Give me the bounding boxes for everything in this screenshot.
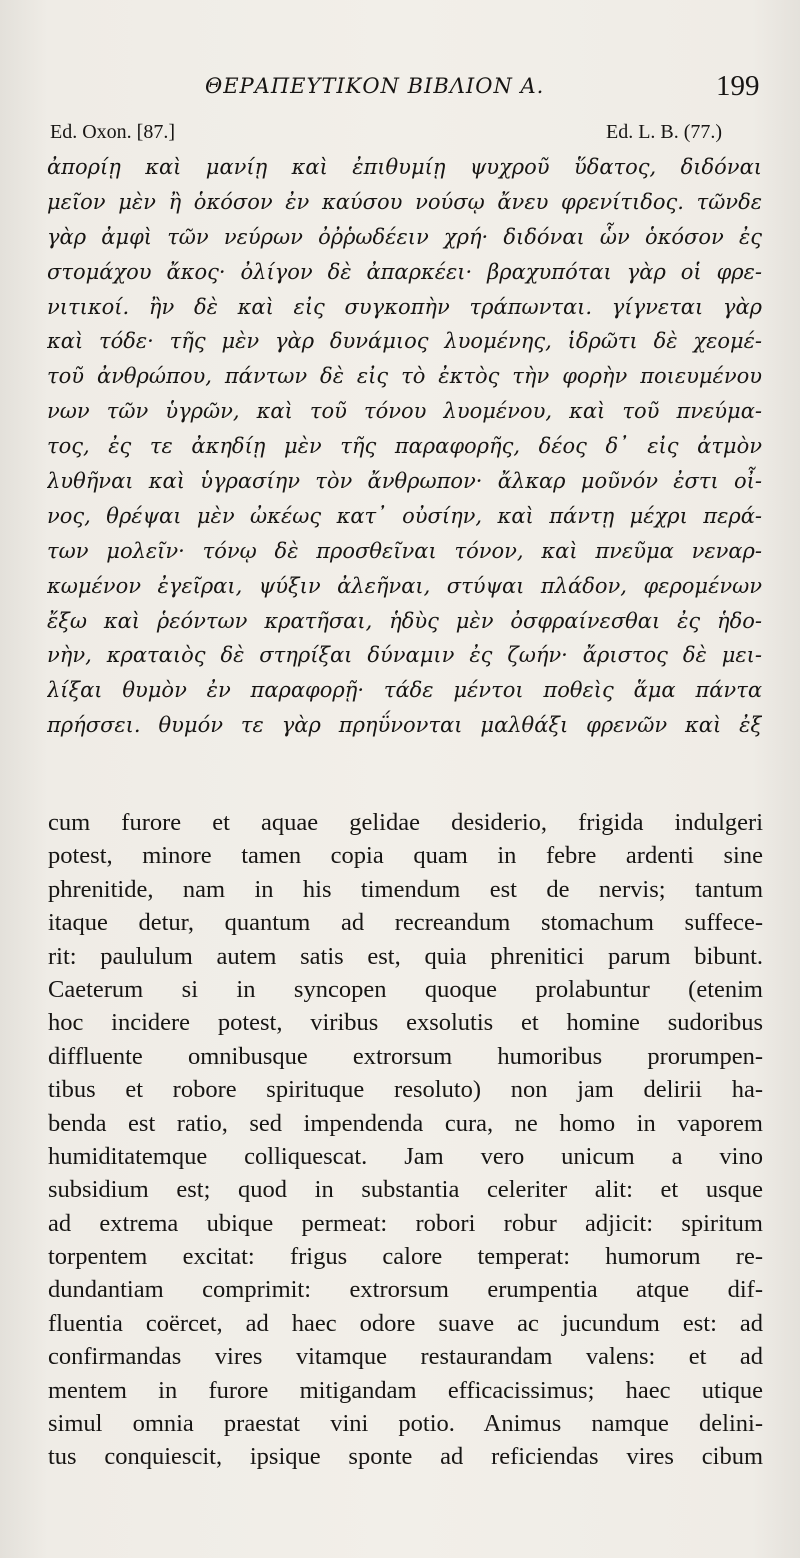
greek-line: καὶ τόδε· τῆς μὲν γὰρ δυνάμιος λυομένης, ἱδρῶτι δὲ χεομέ- [47,329,762,354]
latin-line: confirmandas vires vitamque restaurandam valens: et ad [48,1343,763,1371]
greek-line: νων τῶν ὑγρῶν, καὶ τοῦ τόνου λυομένου, καὶ τοῦ πνεύμα- [47,399,762,424]
greek-line: νος, θρέψαι μὲν ὠκέως κατ᾽ οὐσίην, καὶ πάντῃ μέχρι περά- [47,503,762,528]
greek-line: λυθῆναι καὶ ὑγρασίην τὸν ἄνθρωπον· ἄλκαρ μοῦνόν ἐστι οἶ- [47,469,762,494]
edition-oxon-ref: Ed. Oxon. [87.] [50,121,175,143]
greek-line: ἀπορίῃ καὶ μανίῃ καὶ ἐπιθυμίῃ ψυχροῦ ὕδατος, διδόναι [47,155,762,179]
latin-line: tibus et robore spirituque resoluto) non jam delirii ha- [48,1076,763,1104]
page-number: 199 [716,70,760,102]
latin-line: diffluente omnibusque extrorsum humoribus prorumpen- [48,1042,763,1070]
latin-line: subsidium est; quod in substantia celeriter alit: et usque [48,1176,763,1204]
greek-text-block [47,150,762,743]
greek-line: τος, ἐς τε ἀκηδίῃ μὲν τῆς παραφορῆς, δέος δ᾽ εἰς ἀτμὸν [47,434,762,459]
latin-line: phrenitide, nam in his timendum est de nervis; tantum [48,875,763,903]
latin-line: simul omnia praestat vini potio. Animus namque delini- [48,1410,763,1438]
latin-line: Caeterum si in syncopen quoque prolabuntur (etenim [48,975,763,1003]
running-head [0,70,800,110]
latin-line: tus conquiescit, ipsique sponte ad reficiendas vires cibum [48,1443,763,1471]
latin-line: ad extrema ubique permeat: robori robur adjicit: spiritum [48,1209,763,1237]
greek-line: πρήσσει. θυμόν τε γὰρ πρηΰνονται μαλθάξι φρενῶν καὶ ἐξ [47,713,762,738]
latin-line: fluentia coërcet, ad haec odore suave ac jucundum est: ad [48,1309,763,1337]
running-head-title: ΘΕΡΑΠΕΥΤΙΚΟΝ ΒΙΒΛΙΟΝ Α. [205,74,545,98]
greek-line: ἔξω καὶ ῥεόντων κρατῆσαι, ἡδὺς μὲν ὀσφραίνεσθαι ἐς ἡδο- [47,608,762,633]
latin-line: itaque detur, quantum ad recreandum stomachum suffece- [48,909,763,937]
latin-line: mentem in furore mitigandam efficacissimus; haec utique [48,1376,763,1404]
latin-line: hoc incidere potest, viribus exsolutis et homine sudoribus [48,1009,763,1037]
greek-line: γὰρ ἀμφὶ τῶν νεύρων ὀῤῥωδέειν χρή· διδόναι ὧν ὁκόσον ἐς [47,224,762,249]
latin-line: potest, minore tamen copia quam in febre ardenti sine [48,842,763,870]
greek-line: των μολεῖν· τόνῳ δὲ προσθεῖναι τόνον, καὶ πνεῦμα νεναρ- [47,538,762,563]
greek-line: κωμένον ἐγεῖραι, ψύξιν ἀλεῆναι, στύψαι πλάδον, φερομένων [47,573,762,598]
greek-line: λίξαι θυμὸν ἐν παραφορῇ· τάδε μέντοι ποθεὶς ἅμα πάντα [47,678,762,703]
latin-line: rit: paululum autem satis est, quia phrenitici parum bibunt. [48,942,763,970]
greek-line: νιτικοί. ἢν δὲ καὶ εἰς συγκοπὴν τράπωνται. γίγνεται γὰρ [47,294,762,319]
edition-references [0,121,800,147]
latin-line: dundantiam comprimit: extrorsum erumpentia atque dif- [48,1276,763,1304]
greek-line: στομάχου ἄκος· ὀλίγον δὲ ἀπαρκέει· βραχυπόται γὰρ οἱ φρε- [47,259,762,284]
latin-line: torpentem excitat: frigus calore temperat: humorum re- [48,1243,763,1271]
latin-line: humiditatemque colliquescat. Jam vero unicum a vino [48,1142,763,1170]
greek-line: τοῦ ἀνθρώπου, πάντων δὲ εἰς τὸ ἐκτὸς τὴν φορὴν ποιευμένου [47,364,762,389]
latin-text-block [48,806,763,1474]
latin-line: cum furore et aquae gelidae desiderio, frigida indulgeri [48,809,763,836]
greek-line: μεῖον μὲν ἢ ὁκόσον ἐν καύσου νούσῳ ἄνευ φρενίτιδος. τῶνδε [47,189,762,214]
latin-line: benda est ratio, sed impendenda cura, ne homo in vaporem [48,1109,763,1137]
greek-line: νὴν, κραταιὸς δὲ στηρίξαι δύναμιν ἐς ζωήν· ἄριστος δὲ μει- [47,643,762,668]
edition-lb-ref: Ed. L. B. (77.) [606,121,723,143]
